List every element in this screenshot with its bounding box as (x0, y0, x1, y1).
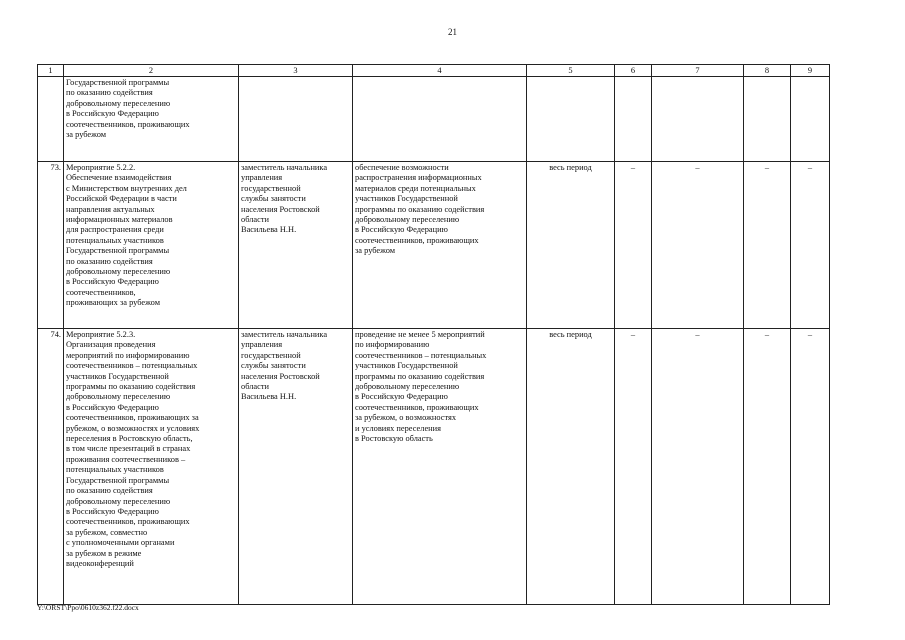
result-cell: обеспечение возможности распространения информационных материалов среди потенциальных участников Государственной программы по оказанию содействия добровольному переселению в Российскую Федерацию соотечественников, проживающих за рубежом (353, 162, 527, 329)
col9-cell (791, 77, 830, 162)
period-cell: весь период (527, 162, 615, 329)
event-cell: Мероприятие 5.2.3. Организация проведения мероприятий по информированию соотечественников – потенциальных участников Государственной программы по оказанию содействия добровольному переселению в Российскую Федерацию соотечественников, проживающих за рубежом, о возможностях и условиях переселения в Ростовскую область, в том числе презентаций в странах проживания соотечественников – потенциальных участников Государственной программы по оказанию содействия добровольному переселению в Российскую Федерацию соотечественников, проживающих за рубежом, совместно с уполномоченными органами за рубежом в режиме видеоконференций (64, 329, 239, 605)
col6-cell: – (615, 329, 652, 605)
col6-cell: – (615, 162, 652, 329)
table-header-row (38, 65, 830, 77)
event-cell: Государственной программы по оказанию содействия добровольному переселению в Российскую Федерацию соотечественников, проживающих за рубежом (64, 77, 239, 162)
document-table (37, 64, 830, 605)
table-row (38, 329, 830, 605)
header-col-4: 4 (353, 65, 527, 77)
col8-cell (744, 77, 791, 162)
table-row (38, 162, 830, 329)
header-col-2: 2 (64, 65, 239, 77)
header-col-8: 8 (744, 65, 791, 77)
row-number (38, 77, 64, 162)
result-cell: проведение не менее 5 мероприятий по информированию соотечественников – потенциальных участников Государственной программы по оказанию содействия добровольному переселению в Российскую Федерацию соотечественников, проживающих за рубежом, о возможностях и условиях переселения в Ростовскую область (353, 329, 527, 605)
event-cell: Мероприятие 5.2.2. Обеспечение взаимодействия с Министерством внутренних дел Российской Федерации в части направления актуальных информационных материалов для распространения среди потенциальных участников Государственной программы по оказанию содействия добровольному переселению в Российскую Федерацию соотечественников, проживающих за рубежом (64, 162, 239, 329)
page-number: 21 (448, 27, 457, 37)
col7-cell: – (652, 329, 744, 605)
period-cell: весь период (527, 329, 615, 605)
file-path-footer: Y:\ORST\Ppo\0610z362.f22.docx (37, 603, 139, 612)
row-number: 73. (38, 162, 64, 329)
header-col-6: 6 (615, 65, 652, 77)
header-col-9: 9 (791, 65, 830, 77)
col7-cell: – (652, 162, 744, 329)
col9-cell: – (791, 329, 830, 605)
header-col-5: 5 (527, 65, 615, 77)
result-cell (353, 77, 527, 162)
header-col-3: 3 (239, 65, 353, 77)
responsible-cell: заместитель начальника управления государственной службы занятости населения Ростовской области Васильева Н.Н. (239, 329, 353, 605)
col8-cell: – (744, 162, 791, 329)
col8-cell: – (744, 329, 791, 605)
header-col-7: 7 (652, 65, 744, 77)
header-col-1: 1 (38, 65, 64, 77)
responsible-cell (239, 77, 353, 162)
responsible-cell: заместитель начальника управления государственной службы занятости населения Ростовской области Васильева Н.Н. (239, 162, 353, 329)
col9-cell: – (791, 162, 830, 329)
col6-cell (615, 77, 652, 162)
col7-cell (652, 77, 744, 162)
row-number: 74. (38, 329, 64, 605)
table-row (38, 77, 830, 162)
period-cell (527, 77, 615, 162)
